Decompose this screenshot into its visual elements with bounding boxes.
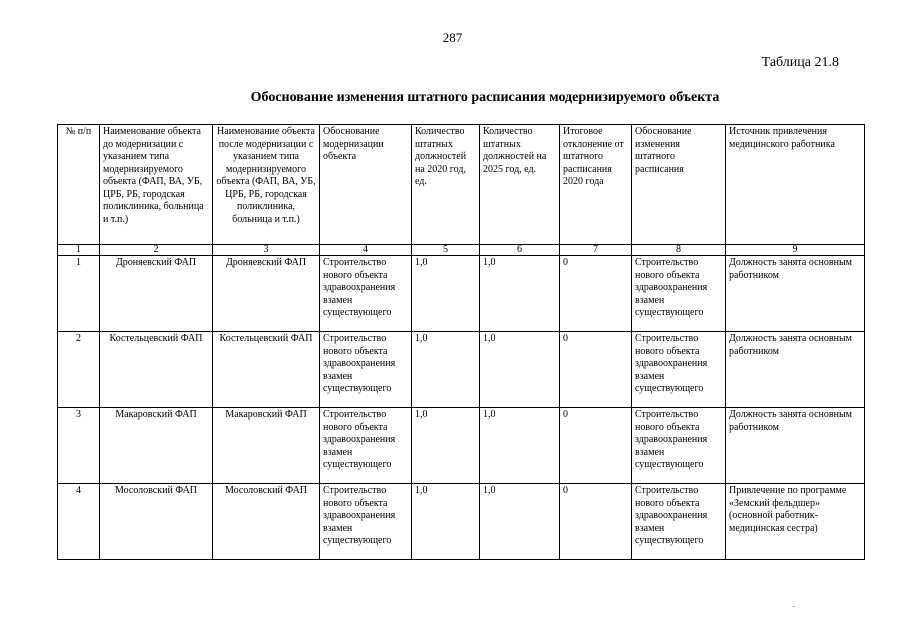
- modernization-reason: Строительство нового объекта здравоохранения взамен существующего: [320, 484, 412, 560]
- column-number: 2: [100, 245, 213, 256]
- table-label: Таблица 21.8: [761, 55, 839, 70]
- header-cell-worker-source: Источник привлечения медицинского работника: [726, 125, 865, 245]
- deviation: 0: [560, 332, 632, 408]
- object-after: Макаровский ФАП: [213, 408, 320, 484]
- deviation: 0: [560, 408, 632, 484]
- table-row: [58, 332, 865, 408]
- scan-speck: [793, 606, 795, 607]
- staff-2025: 1,0: [480, 332, 560, 408]
- object-before: Дроняевский ФАП: [100, 256, 213, 332]
- staff-change-reason: Строительство нового объекта здравоохранения взамен существующего: [632, 408, 726, 484]
- column-number: 6: [480, 245, 560, 256]
- staff-2020: 1,0: [412, 332, 480, 408]
- row-number: 1: [58, 256, 100, 332]
- table-row: [58, 408, 865, 484]
- header-cell-deviation: Итоговое отклонение от штатного расписания 2020 года: [560, 125, 632, 245]
- staff-2020: 1,0: [412, 484, 480, 560]
- object-after: Костельцевский ФАП: [213, 332, 320, 408]
- header-cell-staff-change-reason: Обоснование изменения штатного расписания: [632, 125, 726, 245]
- modernization-reason: Строительство нового объекта здравоохранения взамен существующего: [320, 408, 412, 484]
- column-number: 5: [412, 245, 480, 256]
- staff-2020: 1,0: [412, 256, 480, 332]
- row-number: 3: [58, 408, 100, 484]
- modernization-reason: Строительство нового объекта здравоохранения взамен существующего: [320, 332, 412, 408]
- object-before: Макаровский ФАП: [100, 408, 213, 484]
- table-row: [58, 484, 865, 560]
- staff-change-reason: Строительство нового объекта здравоохранения взамен существующего: [632, 484, 726, 560]
- deviation: 0: [560, 484, 632, 560]
- object-after: Мосоловский ФАП: [213, 484, 320, 560]
- header-cell-number: № п/п: [58, 125, 100, 245]
- header-cell-staff-2025: Количество штатных должностей на 2025 год, ед.: [480, 125, 560, 245]
- staff-2025: 1,0: [480, 256, 560, 332]
- column-number: 1: [58, 245, 100, 256]
- modernization-reason: Строительство нового объекта здравоохранения взамен существующего: [320, 256, 412, 332]
- staff-change-reason: Строительство нового объекта здравоохранения взамен существующего: [632, 256, 726, 332]
- column-number: 4: [320, 245, 412, 256]
- header-cell-object-after: Наименование объекта после модернизации с указанием типа модернизируемого объекта (ФАП, ВА, УБ, ЦРБ, РБ, городская поликлиника, больница и т.п.): [213, 125, 320, 245]
- staff-change-reason: Строительство нового объекта здравоохранения взамен существующего: [632, 332, 726, 408]
- document-title: Обоснование изменения штатного расписания модернизируемого объекта: [250, 90, 720, 105]
- table-row: [58, 256, 865, 332]
- staffing-table: [57, 124, 865, 560]
- object-before: Костельцевский ФАП: [100, 332, 213, 408]
- object-before: Мосоловский ФАП: [100, 484, 213, 560]
- column-number-row: [58, 245, 865, 256]
- staff-2025: 1,0: [480, 484, 560, 560]
- staff-2020: 1,0: [412, 408, 480, 484]
- header-row: [58, 125, 865, 245]
- staff-2025: 1,0: [480, 408, 560, 484]
- column-number: 9: [726, 245, 865, 256]
- column-number: 3: [213, 245, 320, 256]
- worker-source: Должность занята основным работником: [726, 408, 865, 484]
- worker-source: Должность занята основным работником: [726, 256, 865, 332]
- header-cell-modernization-reason: Обоснование модернизации объекта: [320, 125, 412, 245]
- row-number: 4: [58, 484, 100, 560]
- row-number: 2: [58, 332, 100, 408]
- deviation: 0: [560, 256, 632, 332]
- column-number: 7: [560, 245, 632, 256]
- column-number: 8: [632, 245, 726, 256]
- worker-source: Должность занята основным работником: [726, 332, 865, 408]
- header-cell-staff-2020: Количество штатных должностей на 2020 год, ед.: [412, 125, 480, 245]
- page-number: 287: [442, 30, 463, 45]
- header-cell-object-before: Наименование объекта до модернизации с указанием типа модернизируемого объекта (ФАП, ВА, УБ, ЦРБ, РБ, городская поликлиника, больница и т.п.): [100, 125, 213, 245]
- object-after: Дроняевский ФАП: [213, 256, 320, 332]
- worker-source: Привлечение по программе «Земский фельдшер» (основной работник- медицинская сестра): [726, 484, 865, 560]
